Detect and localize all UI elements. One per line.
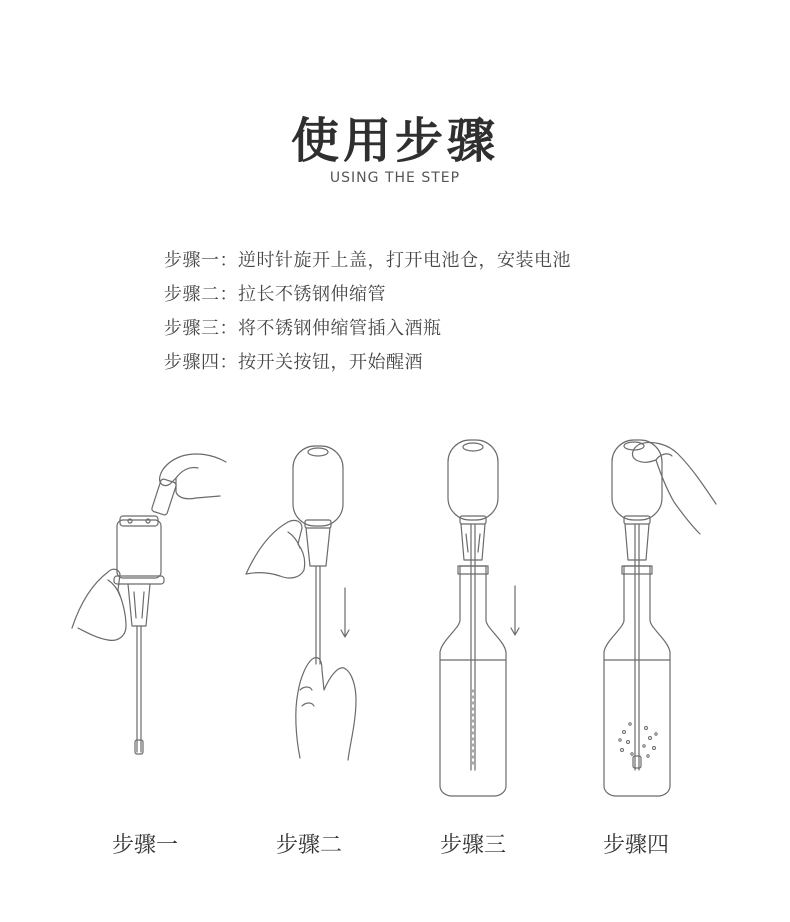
page-title: 使用步骤 — [290, 113, 499, 169]
step2-illustration — [246, 446, 356, 760]
aerator-body-icon — [117, 520, 161, 578]
aerator-body-icon — [293, 446, 343, 526]
bubbles-icon — [619, 723, 657, 757]
hand-icon — [72, 569, 126, 640]
step-text: 步骤二：拉长不锈钢伸缩管 — [164, 284, 386, 305]
step-item — [164, 280, 571, 314]
step1-illustration — [72, 454, 226, 754]
aerator-body-icon — [448, 440, 498, 520]
arrow-down-icon — [341, 588, 349, 637]
steps-list — [164, 246, 571, 382]
page-subtitle: USING THE STEP — [329, 170, 461, 186]
hand-icon — [160, 454, 226, 499]
hand-icon — [633, 442, 716, 534]
step4-illustration — [604, 440, 716, 796]
usage-illustrations — [0, 420, 790, 820]
tube-icon — [635, 524, 639, 770]
step-item — [164, 314, 571, 348]
hand-icon — [246, 520, 305, 578]
step3-illustration — [440, 440, 519, 796]
battery-lid-icon — [151, 478, 177, 515]
caption-step4: 步骤四 — [602, 833, 669, 858]
hand-icon — [296, 658, 356, 760]
caption-step1: 步骤一 — [111, 833, 178, 858]
step-item — [164, 246, 571, 280]
bottle-icon — [604, 566, 670, 796]
tube-icon — [316, 566, 320, 664]
step-text: 步骤四：按开关按钮，开始醒酒 — [164, 352, 423, 373]
step-text: 步骤一：逆时针旋开上盖，打开电池仓，安装电池 — [164, 250, 571, 271]
step-text: 步骤三：将不锈钢伸缩管插入酒瓶 — [164, 318, 442, 339]
tube-icon — [137, 626, 141, 752]
caption-step2: 步骤二 — [275, 833, 342, 858]
arrow-down-icon — [511, 586, 519, 635]
step-item — [164, 348, 571, 382]
aerator-body-icon — [612, 440, 662, 520]
caption-step3: 步骤三 — [439, 833, 506, 858]
